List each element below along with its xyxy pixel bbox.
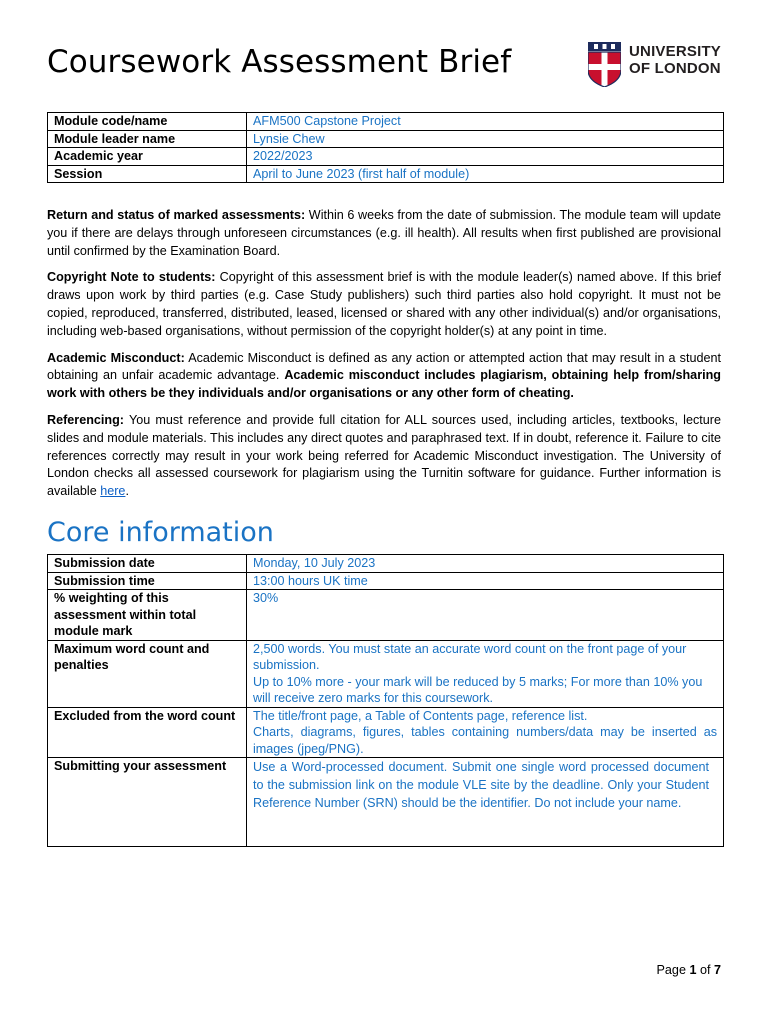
table-row xyxy=(48,165,724,183)
table-row xyxy=(48,130,724,148)
copyright-paragraph xyxy=(47,269,721,340)
misconduct-paragraph xyxy=(47,350,721,403)
logo-line-1: UNIVERSITY xyxy=(629,43,722,60)
referencing-end: . xyxy=(125,484,129,499)
table-row xyxy=(48,572,724,590)
referencing-paragraph xyxy=(47,412,721,501)
excluded-value xyxy=(247,707,724,758)
weighting-value: 30% xyxy=(247,590,724,641)
submission-date-value: Monday, 10 July 2023 xyxy=(247,555,724,573)
submitting-value: Use a Word-processed document. Submit one single word processed document to the submission link on the module VLE site by the deadline. Only your Student Reference Number (SRN) should be the identifier. Do not include your name. xyxy=(247,758,724,847)
table-row xyxy=(48,113,724,131)
wordcount-value xyxy=(247,640,724,707)
university-of-london-logo xyxy=(588,42,724,88)
notes-section xyxy=(47,207,721,510)
page-total: 7 xyxy=(713,963,721,977)
table-row xyxy=(48,707,724,758)
logo-line-2: OF LONDON xyxy=(629,60,721,77)
submission-time-value: 13:00 hours UK time xyxy=(247,572,724,590)
wordcount-label: Maximum word count and penalties xyxy=(48,640,247,707)
page-current: 1 xyxy=(689,963,697,977)
submission-time-label: Submission time xyxy=(48,572,247,590)
submission-date-label: Submission date xyxy=(48,555,247,573)
copyright-text: Copyright of this assessment brief is with the module leader(s) named above. If this brief draws upon work by third parties (e.g. Case Study publishers) such third parties also hold copyright. It must not be copied, reproduced, transferred, distributed, leased, licensed or shared with any other individual(s) and/or organisations, including web-based organisations, without permission of the copyright holder(s) at any point in time. xyxy=(47,270,721,338)
misconduct-bold-text: Academic misconduct includes plagiarism, obtaining help from/sharing work with others be they individuals and/or organisations or any other form of cheating. xyxy=(47,368,721,401)
referencing-here-link[interactable]: here xyxy=(100,484,126,499)
referencing-label: Referencing: xyxy=(47,412,124,427)
excluded-text-1: The title/front page, a Table of Contents page, reference list. xyxy=(253,708,588,723)
session-value: April to June 2023 (first half of module) xyxy=(247,165,724,183)
page-of: of xyxy=(696,963,714,977)
leader-label: Module leader name xyxy=(48,130,247,148)
module-value: AFM500 Capstone Project xyxy=(247,113,724,131)
module-label: Module code/name xyxy=(48,113,247,131)
logo-wordmark xyxy=(629,43,721,77)
misconduct-text: Academic Misconduct is defined as any action or attempted action that may result in a student obtaining an unfair academic advantage. xyxy=(47,350,721,383)
submitting-label: Submitting your assessment xyxy=(48,758,247,847)
excluded-text-2: Charts, diagrams, figures, tables containing numbers/data may be inserted as images (jpeg/PNG). xyxy=(253,725,717,756)
year-label: Academic year xyxy=(48,148,247,166)
core-information-table xyxy=(47,554,724,847)
excluded-label: Excluded from the word count xyxy=(48,707,247,758)
wordcount-penalty-text: Up to 10% more - your mark will be reduced by 5 marks; For more than 10% you will receive zero marks for this coursework. xyxy=(253,674,703,705)
crest-icon xyxy=(588,42,621,87)
table-row xyxy=(48,148,724,166)
year-value: 2022/2023 xyxy=(247,148,724,166)
misconduct-label: Academic Misconduct: xyxy=(47,350,185,365)
module-info-table xyxy=(47,112,724,183)
table-row xyxy=(48,590,724,641)
table-row xyxy=(48,640,724,707)
return-label: Return and status of marked assessments: xyxy=(47,208,306,222)
wordcount-limit-text: 2,500 words. You must state an accurate word count on the front page of your submission. xyxy=(253,641,687,672)
leader-value: Lynsie Chew xyxy=(247,130,724,148)
page-number xyxy=(657,963,721,977)
table-row xyxy=(48,758,724,847)
return-text: Within 6 weeks from the date of submission. The module team will update you if there are delays through unforeseen circumstances (e.g. ill health). All results when first published are provisional until confirmed by the Examination Board. xyxy=(47,208,721,258)
table-row xyxy=(48,555,724,573)
return-paragraph xyxy=(47,207,721,260)
page-word: Page xyxy=(656,963,690,977)
referencing-text: You must reference and provide full citation for ALL sources used, including articles, textbooks, lecture slides and module materials. This includes any direct quotes and paraphrased text. If in doubt, reference it. Failure to cite references correctly may result in your work being referred for Academic Misconduct investigation. The University of London checks all assessed coursework for plagiarism using the Turnitin software for guidance. Further information is available xyxy=(47,412,721,499)
session-label: Session xyxy=(48,165,247,183)
page-title: Coursework Assessment Brief xyxy=(47,44,512,80)
weighting-label: % weighting of this assessment within total module mark xyxy=(48,590,247,641)
core-information-heading: Core information xyxy=(47,517,274,548)
copyright-label: Copyright Note to students: xyxy=(47,270,216,285)
